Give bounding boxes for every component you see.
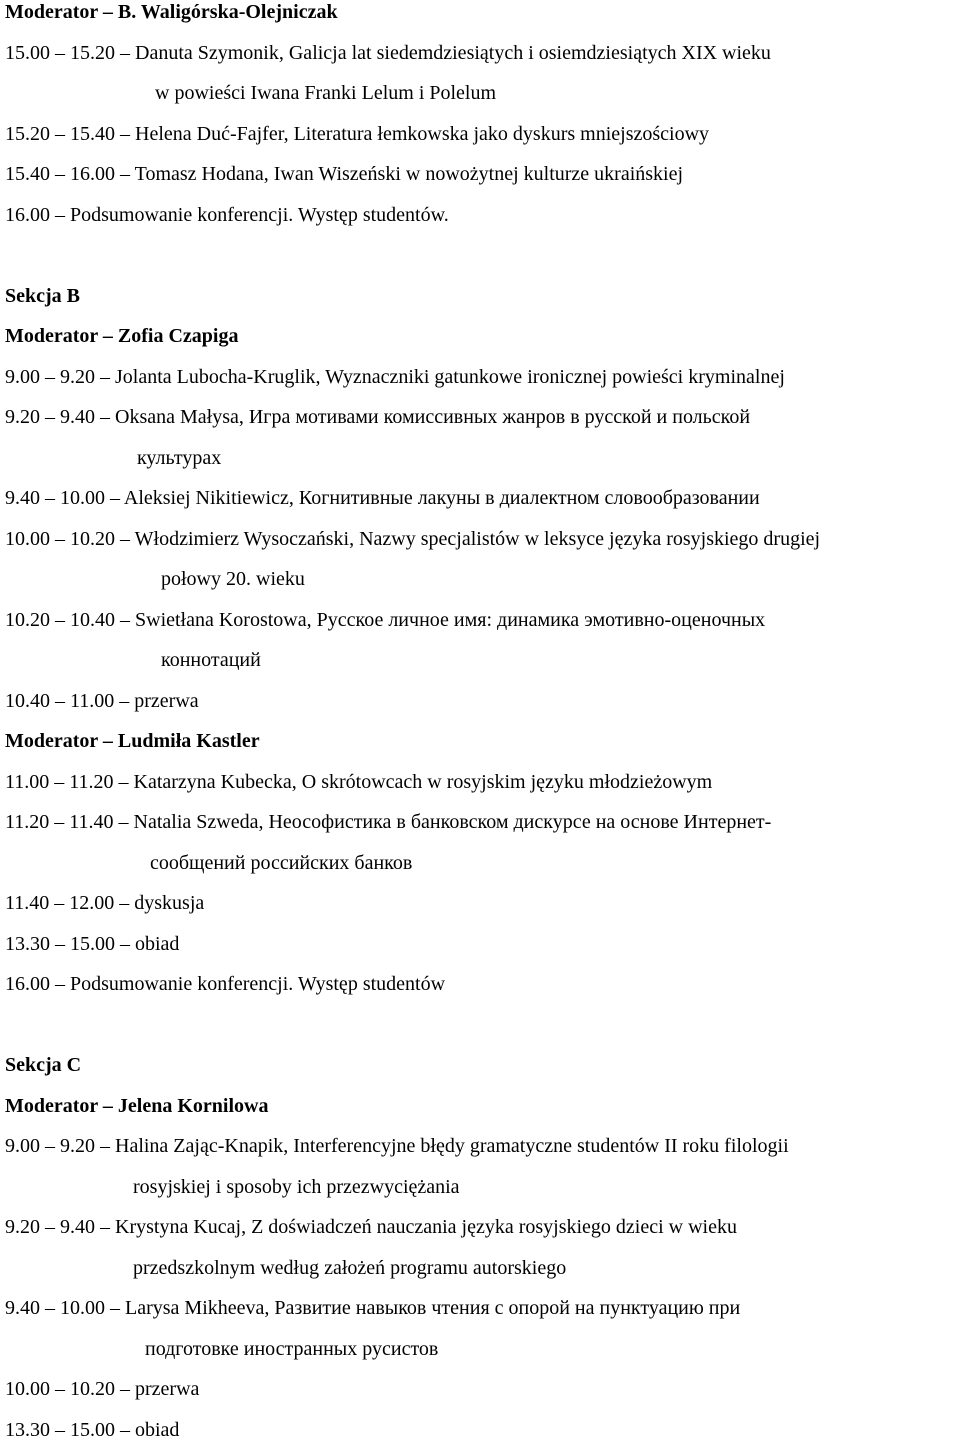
program-line: 9.00 – 9.20 – Halina Zając-Knapik, Interferencyjne błędy gramatyczne studentów II roku filologii [5,1135,789,1157]
program-line: 9.40 – 10.00 – Larysa Mikheeva, Развитие навыков чтения с опорой на пунктуацию при [5,1297,741,1319]
moderator-line: Moderator – Zofia Czapiga [5,325,239,347]
program-line-continuation: połowy 20. wieku [161,568,305,590]
program-line-continuation: коннотаций [161,649,261,671]
program-line: 9.20 – 9.40 – Oksana Małysa, Игра мотивами комиссивных жанров в русской и польской [5,406,751,428]
program-line: 9.20 – 9.40 – Krystyna Kucaj, Z doświadczeń nauczania języka rosyjskiego dzieci w wieku [5,1216,737,1238]
program-line-continuation: культурах [137,446,222,469]
program-line: 16.00 – Podsumowanie konferencji. Występ studentów [5,973,446,995]
program-line: 10.00 – 10.20 – Włodzimierz Wysoczański, Nazwy specjalistów w leksyce języka rosyjskiego drugiej [5,527,821,550]
program-line: 11.20 – 11.40 – Natalia Szweda, Неософистика в банковском дискурсе на основе Интернет- [5,811,772,833]
program-line: 10.00 – 10.20 – przerwa [5,1378,200,1400]
program-line: 13.30 – 15.00 – obiad [5,932,180,955]
program-line-continuation: przedszkolnym według założeń programu autorskiego [133,1256,567,1279]
moderator-line: Moderator – B. Waligórska-Olejniczak [5,1,338,23]
program-line-continuation: подготовке иностранных русистов [145,1337,439,1360]
program-line: 10.20 – 10.40 – Swietłana Korostowa, Русское личное имя: динамика эмотивно-оценочных [5,608,766,631]
program-line: 10.40 – 11.00 – przerwa [5,689,199,712]
program-line: 9.40 – 10.00 – Aleksiej Nikitiewicz, Когнитивные лакуны в диалектном словообразовании [5,487,760,509]
program-line-continuation: сообщений российских банков [150,851,413,874]
program-line: 15.40 – 16.00 – Tomasz Hodana, Iwan Wiszeński w nowożytnej kulturze ukraińskiej [5,163,684,185]
section-heading: Sekcja C [5,1054,82,1076]
moderator-line: Moderator – Jelena Kornilowa [5,1094,269,1117]
program-line: 15.20 – 15.40 – Helena Duć-Fajfer, Literatura łemkowska jako dyskurs mniejszościowy [5,122,710,145]
program-line-continuation: rosyjskiej i sposoby ich przezwyciężania [133,1175,460,1198]
program-line: 13.30 – 15.00 – obiad [5,1418,180,1441]
program-line-continuation: w powieści Iwana Franki Lelum i Polelum [155,82,497,104]
moderator-line: Moderator – Ludmiła Kastler [5,730,260,752]
program-line: 11.40 – 12.00 – dyskusja [5,892,205,914]
program-line: 16.00 – Podsumowanie konferencji. Występ studentów. [5,203,449,226]
program-line: 11.00 – 11.20 – Katarzyna Kubecka, O skrótowcach w rosyjskim języku młodzieżowym [5,770,713,793]
program-line: 15.00 – 15.20 – Danuta Szymonik, Galicja lat siedemdziesiątych i osiemdziesiątych XIX wieku [5,41,771,64]
program-line: 9.00 – 9.20 – Jolanta Lubocha-Kruglik, Wyznaczniki gatunkowe ironicznej powieści kryminalnej [5,365,785,388]
section-heading: Sekcja B [5,284,80,307]
